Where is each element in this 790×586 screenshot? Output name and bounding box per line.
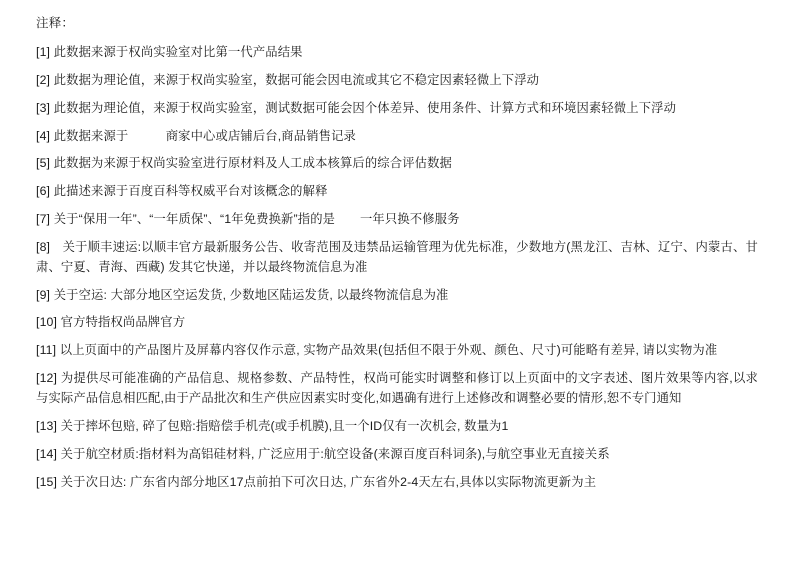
page-title: 注释： — [36, 16, 75, 30]
list-item: [5] 此数据为来源于权尚实验室进行原材料及人工成本核算后的综合评估数据 — [36, 156, 452, 171]
list-item: [1] 此数据来源于权尚实验室对比第一代产品结果 — [36, 44, 303, 59]
list-item: [10] 官方特指权尚品牌官方 — [36, 315, 186, 330]
list-item: [3] 此数据为理论值，来源于权尚实验室，测试数据可能会因个体差异、使用条件、计算方式和环境因素轻微上下浮动 — [36, 100, 677, 115]
list-item: [4] 此数据来源于 商家中心或店铺后台,商品销售记录 — [36, 128, 356, 143]
list-item: [6] 此描述来源于百度百科等权威平台对该概念的解释 — [36, 184, 328, 199]
list-item: [2] 此数据为理论值，来源于权尚实验室，数据可能会因电流或其它不稳定因素轻微上下浮动 — [36, 72, 540, 87]
list-item: [11] 以上页面中的产品图片及屏幕内容仅作示意, 实物产品效果(包括但不限于外观、颜色、尺寸)可能略有差异, 请以实物为准 — [36, 343, 718, 358]
list-item: [13] 关于摔坏包赔, 碎了包赔:指赔偿手机壳(或手机膜),且一个ID仅有一次机会, 数量为1 — [36, 418, 509, 433]
list-item: [12] 为提供尽可能准确的产品信息、规格参数、产品特性，权尚可能实时调整和修订以上页面中的文字表述、图片效果等内容,以求与实际产品信息相匹配,由于产品批次和生产供应因素实时变化,如遇确有进行上述修改和调整必要的情形,恕不专门通知 — [36, 371, 758, 405]
list-item: [7] 关于“保用一年”、“一年质保”、“1年免费换新”指的是 一年只换不修服务 — [36, 212, 460, 227]
list-item: [14] 关于航空材质:指材料为高铝硅材料, 广泛应用于:航空设备(来源百度百科词条),与航空事业无直接关系 — [36, 446, 610, 461]
list-item: [9] 关于空运: 大部分地区空运发货, 少数地区陆运发货, 以最终物流信息为准 — [36, 287, 449, 302]
list-item: [8] 关于顺丰速运:以顺丰官方最新服务公告、收寄范围及违禁品运输管理为优先标准，少数地方(黑龙江、吉林、辽宁、内蒙古、甘肃、宁夏、青海、西藏) 发其它快递，并以最终物流信息为准 — [36, 240, 758, 274]
list-item: [15] 关于次日达: 广东省内部分地区17点前拍下可次日达, 广东省外2-4天左右,具体以实际物流更新为主 — [36, 474, 597, 489]
notes-list — [36, 43, 758, 492]
